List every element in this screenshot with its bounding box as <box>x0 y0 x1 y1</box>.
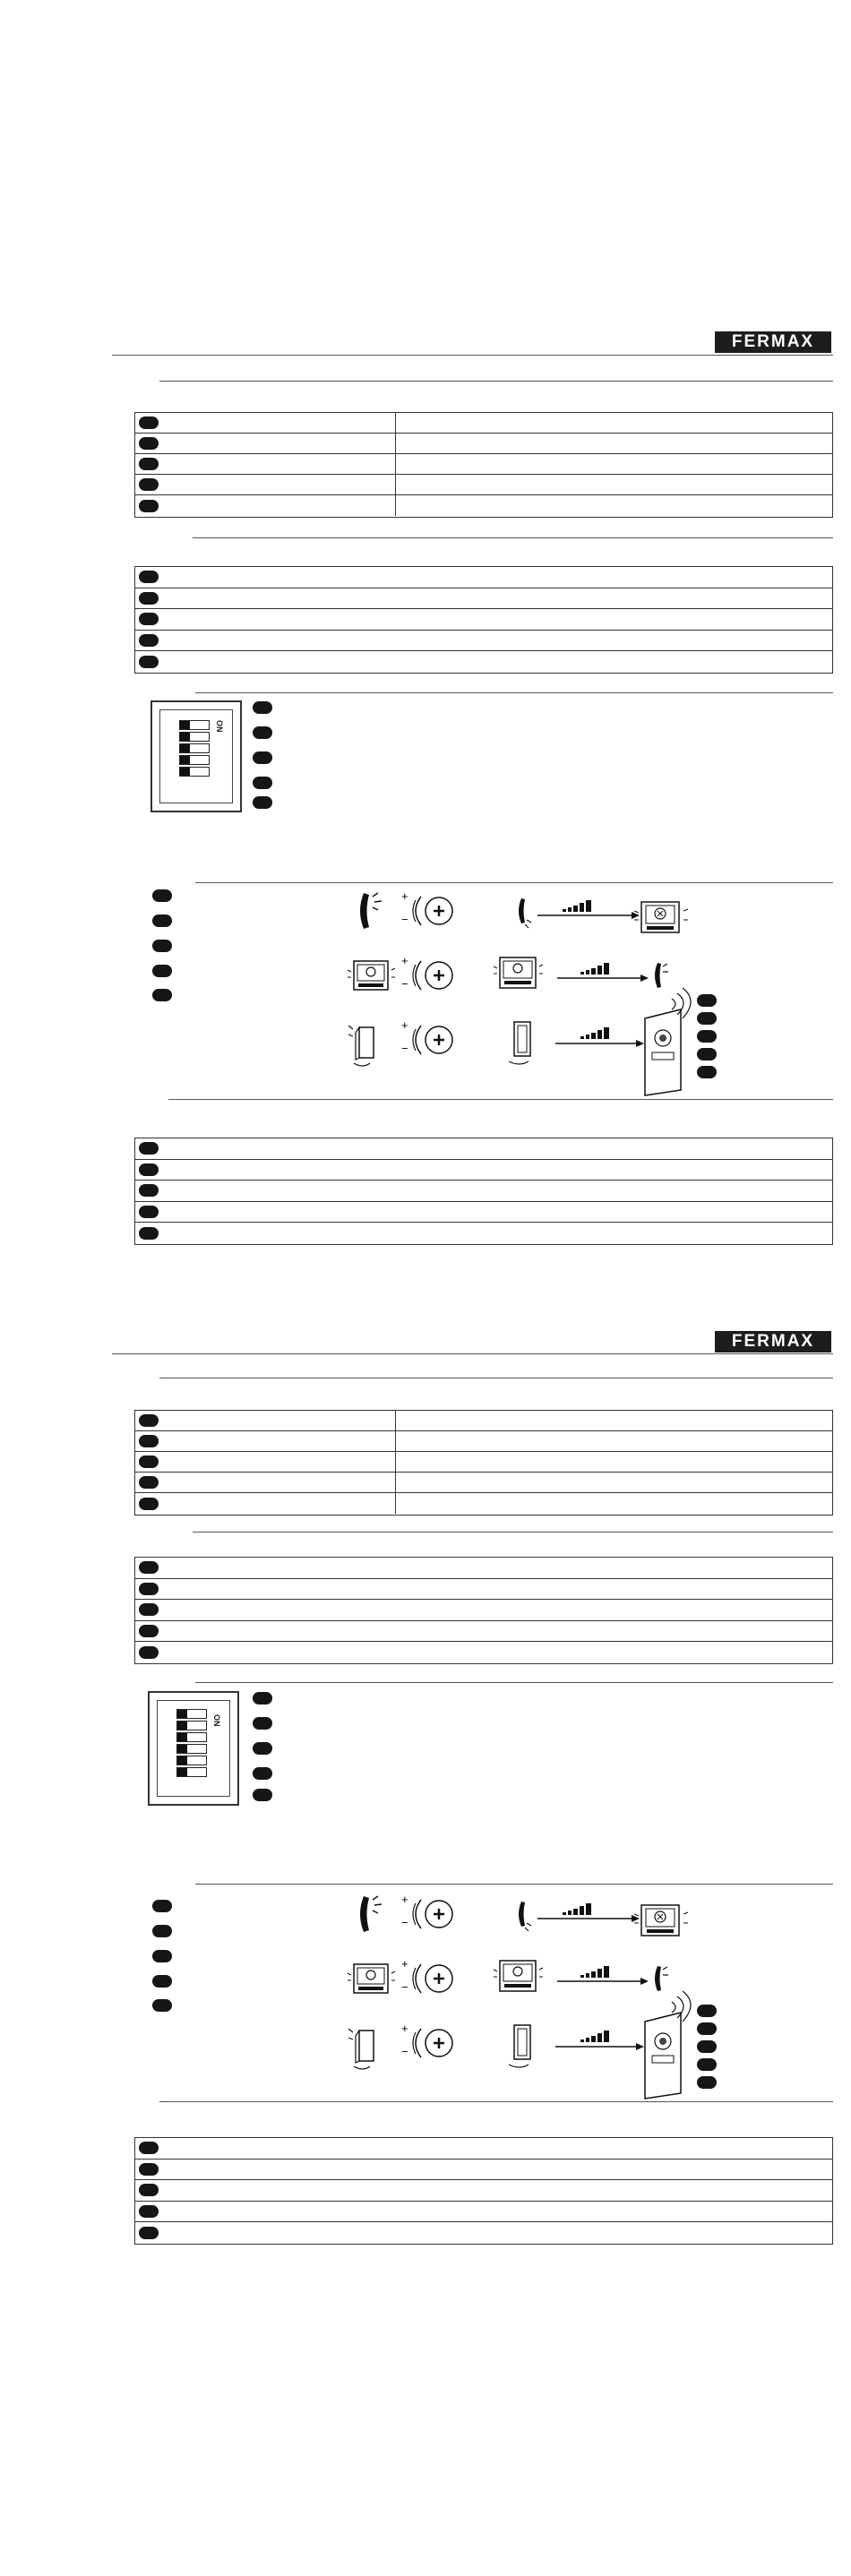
bullet-marker <box>139 500 159 512</box>
bullet-marker <box>697 994 717 1007</box>
door-open-icon <box>348 2029 374 2069</box>
plus-minus-adjust-icon <box>401 1957 452 1994</box>
dip-switch <box>179 755 210 765</box>
bullet-marker <box>139 656 159 668</box>
bullet-marker <box>139 1561 159 1574</box>
door-panel-icon <box>645 1991 691 2099</box>
section-rule <box>195 1884 833 1885</box>
bullet-marker <box>253 1717 272 1730</box>
wide-table <box>134 1557 833 1664</box>
bullet-marker <box>139 1227 159 1240</box>
bullet-marker <box>253 701 272 714</box>
svg-text:−: − <box>401 1042 408 1055</box>
volume-bars-icon <box>580 963 609 975</box>
handset-ring-icon <box>360 1896 382 1932</box>
bullet-marker <box>139 2205 159 2218</box>
table-row <box>135 1579 832 1601</box>
table-row <box>135 1202 832 1224</box>
dip-switch-figure <box>148 1691 239 1806</box>
bullet-marker <box>139 478 159 491</box>
section-rule <box>159 381 833 382</box>
section-rule <box>193 1532 833 1533</box>
handset-ring-icon <box>519 898 531 928</box>
svg-text:−: − <box>401 913 408 926</box>
bullet-marker <box>139 1435 159 1447</box>
table-row <box>135 651 832 673</box>
bullet-marker <box>139 1603 159 1616</box>
bullet-marker <box>697 2076 717 2089</box>
dip-switch <box>176 1709 207 1719</box>
table-row <box>135 2160 832 2181</box>
bullet-marker <box>139 1455 159 1468</box>
arrow-right-icon <box>537 912 640 919</box>
monitor-icon <box>494 957 543 988</box>
svg-text:+: + <box>401 1957 408 1971</box>
plus-minus-adjust-icon <box>401 889 452 926</box>
svg-text:−: − <box>401 977 408 991</box>
dip-switch <box>179 743 210 753</box>
table-row <box>135 1452 832 1473</box>
volume-bars-icon <box>580 1027 609 1039</box>
svg-text:+: + <box>401 889 408 903</box>
settings-table <box>134 412 833 518</box>
dip-switch <box>176 1721 207 1730</box>
door-open-icon <box>509 2025 530 2067</box>
bullet-marker <box>139 2184 159 2196</box>
dip-switch <box>179 732 210 742</box>
bullet-marker <box>139 416 159 429</box>
section-rule <box>168 1099 833 1100</box>
volume-bars-icon <box>563 900 591 912</box>
monitor-icon <box>348 961 395 990</box>
bullet-marker <box>253 1692 272 1704</box>
table-row <box>135 434 832 454</box>
bullet-marker <box>139 1184 159 1197</box>
header-rule <box>112 1353 833 1354</box>
header-rule <box>112 355 833 356</box>
table-row <box>135 567 832 588</box>
arrow-right-icon <box>557 1978 649 1985</box>
arrow-right-icon <box>555 1040 644 1047</box>
dip-switch <box>176 1756 207 1765</box>
bullet-marker <box>253 796 272 809</box>
dip-switch-figure <box>150 700 242 812</box>
wide-table <box>134 566 833 674</box>
bullet-marker <box>139 1625 159 1637</box>
table-row <box>135 588 832 610</box>
bullet-marker <box>253 726 272 739</box>
bullet-marker <box>139 1583 159 1595</box>
bullet-marker <box>139 437 159 450</box>
bullet-marker <box>139 2142 159 2154</box>
handset-ring-icon <box>655 1966 668 1991</box>
bullet-marker <box>253 1742 272 1755</box>
bullet-marker <box>697 2058 717 2071</box>
door-panel-icon <box>645 988 691 1095</box>
arrow-right-icon <box>537 1915 640 1922</box>
bullet-marker <box>139 2227 159 2239</box>
arrow-right-icon <box>557 975 649 982</box>
table-row <box>135 1600 832 1621</box>
bullet-marker <box>697 1030 717 1043</box>
svg-text:−: − <box>401 2045 408 2058</box>
bullet-marker <box>697 1066 717 1078</box>
table-row <box>135 1223 832 1244</box>
monitor-icon <box>634 902 688 932</box>
bullet-marker <box>139 458 159 470</box>
section-rule <box>195 1682 833 1683</box>
bullet-marker <box>139 1142 159 1155</box>
table-row <box>135 1642 832 1663</box>
table-row <box>135 631 832 652</box>
dip-switch <box>176 1767 207 1777</box>
door-open-icon <box>509 1022 530 1064</box>
bullet-marker <box>139 1476 159 1489</box>
table-row <box>135 475 832 495</box>
bullet-marker <box>697 1048 717 1060</box>
table-row <box>135 1138 832 1160</box>
plus-minus-adjust-icon <box>401 954 452 991</box>
volume-bars-icon <box>580 2031 609 2042</box>
monitor-icon <box>494 1961 543 1991</box>
svg-text:+: + <box>401 1018 408 1032</box>
dip-on-label: ON <box>215 720 224 733</box>
bullet-marker <box>253 751 272 764</box>
bullet-marker <box>139 2163 159 2176</box>
settings-table <box>134 1410 833 1516</box>
volume-adjust-diagram <box>0 882 851 1115</box>
plus-minus-adjust-icon <box>401 2022 452 2058</box>
svg-text:+: + <box>401 1893 408 1906</box>
table-row <box>135 1181 832 1202</box>
svg-text:−: − <box>401 1916 408 1929</box>
fermax-logo: FERMAX <box>715 331 831 353</box>
dip-on-label: ON <box>212 1714 221 1727</box>
section-rule <box>159 2101 833 2102</box>
handset-ring-icon <box>519 1902 531 1931</box>
dip-switch <box>179 720 210 730</box>
plus-minus-adjust-icon <box>401 1893 452 1929</box>
volume-bars-icon <box>563 1903 591 1915</box>
bullet-marker <box>139 1206 159 1218</box>
table-row <box>135 2138 832 2160</box>
bullet-marker <box>139 1163 159 1176</box>
table-row <box>135 413 832 434</box>
svg-text:−: − <box>401 1980 408 1994</box>
table-row <box>135 1621 832 1643</box>
table-row <box>135 2222 832 2244</box>
table-row <box>135 1473 832 1493</box>
bullet-marker <box>253 1767 272 1780</box>
bullet-marker <box>139 1498 159 1510</box>
bullet-marker <box>139 1414 159 1427</box>
bullet-marker <box>697 1012 717 1025</box>
arrow-right-icon <box>555 2043 644 2050</box>
handset-ring-icon <box>655 963 668 988</box>
plus-minus-adjust-icon <box>401 1018 452 1055</box>
handset-ring-icon <box>360 893 382 929</box>
bullet-marker <box>139 1646 159 1659</box>
bullet-marker <box>139 571 159 583</box>
bullet-marker <box>697 2022 717 2035</box>
fermax-logo: FERMAX <box>715 1331 831 1352</box>
bottom-table <box>134 1138 833 1245</box>
table-row <box>135 609 832 631</box>
table-row <box>135 1160 832 1181</box>
bottom-table <box>134 2137 833 2245</box>
table-row <box>135 1411 832 1431</box>
volume-adjust-diagram <box>0 1885 851 2118</box>
monitor-icon <box>348 1964 395 1993</box>
monitor-icon <box>634 1905 688 1936</box>
bullet-marker <box>139 634 159 647</box>
bullet-marker <box>139 592 159 605</box>
table-row <box>135 1493 832 1514</box>
table-row <box>135 2180 832 2202</box>
bullet-marker <box>253 1789 272 1801</box>
bullet-marker <box>253 777 272 789</box>
table-row <box>135 1558 832 1579</box>
bullet-marker <box>697 2040 717 2053</box>
door-open-icon <box>348 1026 374 1066</box>
table-row <box>135 454 832 475</box>
svg-text:+: + <box>401 2022 408 2035</box>
dip-switch <box>176 1744 207 1754</box>
section-rule <box>195 692 833 693</box>
section-rule <box>193 537 833 538</box>
table-row <box>135 495 832 516</box>
dip-switch <box>179 767 210 777</box>
svg-text:+: + <box>401 954 408 967</box>
table-row <box>135 2202 832 2223</box>
bullet-marker <box>697 2005 717 2017</box>
volume-bars-icon <box>580 1966 609 1978</box>
bullet-marker <box>139 613 159 625</box>
table-row <box>135 1431 832 1452</box>
dip-switch <box>176 1732 207 1742</box>
